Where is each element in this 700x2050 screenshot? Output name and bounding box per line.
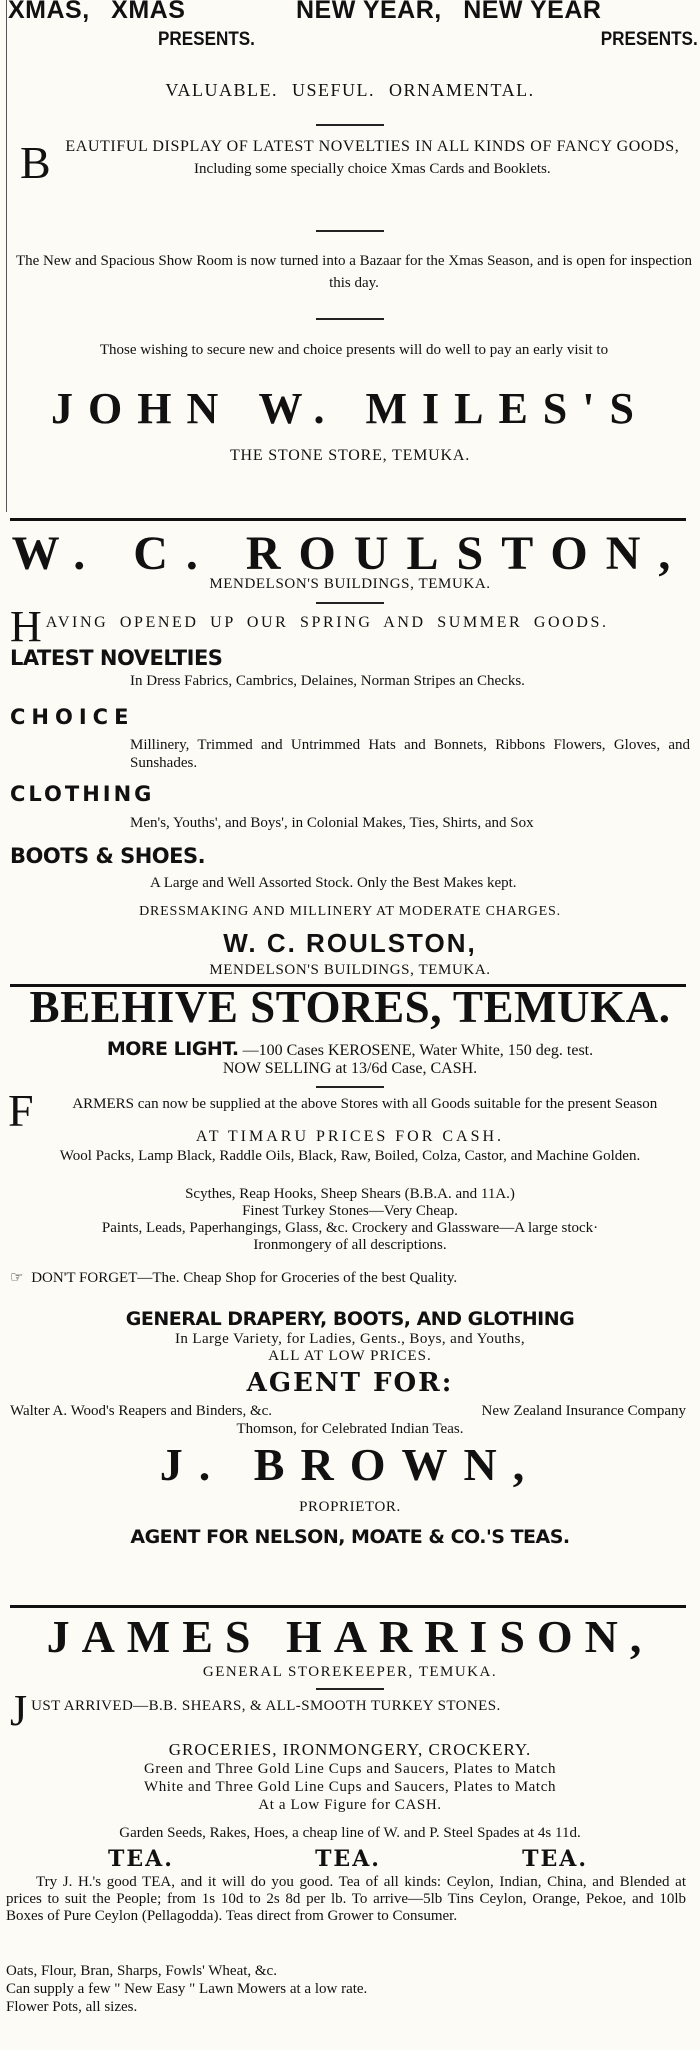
beehive-farmers — [8, 1085, 692, 1136]
tea-label: TEA. — [108, 1846, 174, 1872]
section-head: LATEST NOVELTIES — [10, 646, 223, 670]
miles-tagline: VALUABLE. USEFUL. ORNAMENTAL. — [165, 80, 535, 100]
section-text: Millinery, Trimmed and Untrimmed Hats and Bonnets, Ribbons Flowers, Gloves, and Sunshades. — [130, 737, 690, 771]
oats: Oats, Flour, Bran, Sharps, Fowls' Wheat, &c. — [6, 1963, 277, 1979]
tea-banner — [108, 1846, 588, 1872]
harrison-role: GENERAL STOREKEEPER, TEMUKA. — [202, 1664, 498, 1680]
more-light-sub: NOW SELLING at 13/6d Case, CASH. — [222, 1060, 478, 1077]
lawn-mowers: Can supply a few " New Easy " Lawn Mowers at a low rate. — [6, 1981, 368, 1997]
arrived-text: UST ARRIVED—B.B. SHEARS, & ALL-SMOOTH TURKEY STONES. — [31, 1698, 501, 1714]
rule — [316, 230, 384, 232]
miles-showroom: The New and Spacious Show Room is now turned into a Bazaar for the Xmas Season, and is open for inspection this day. — [15, 253, 693, 291]
opened-heading: AVING OPENED UP OUR SPRING AND SUMMER GOODS. — [45, 614, 609, 631]
dont-forget-text: DON'T FORGET—The. Cheap Shop for Groceries of the best Quality. — [31, 1270, 458, 1286]
rule — [316, 124, 384, 126]
miles-address: THE STONE STORE, TEMUKA. — [229, 447, 471, 464]
flower-pots: Flower Pots, all sizes. — [6, 1999, 138, 2015]
brown-proprietor: PROPRIETOR. — [299, 1499, 401, 1515]
agent-for-heading: AGENT FOR: — [246, 1368, 454, 1398]
harrison-groceries: GROCERIES, IRONMONGERY, CROCKERY. — [168, 1740, 532, 1759]
pointing-hand-icon: ☞ — [10, 1270, 24, 1286]
section-head: CHOICE — [10, 705, 135, 729]
roulston-name: W. C. ROULSTON, — [11, 527, 689, 580]
agent-line-2: Thomson, for Celebrated Indian Teas. — [236, 1421, 464, 1437]
agent-line-1 — [10, 1402, 686, 1420]
beehive-title: BEEHIVE STORES, TEMUKA. — [29, 981, 671, 1032]
section-rule — [10, 518, 686, 521]
more-light-head: MORE LIGHT. — [106, 1038, 239, 1060]
xmas-label-1: XMAS, — [8, 0, 90, 24]
cups-line-2: White and Three Gold Line Cups and Saucers, Plates to Match — [143, 1779, 557, 1795]
wool-packs: Wool Packs, Lamp Black, Raddle Oils, Black, Raw, Boiled, Colza, Castor, and Machine Golden. — [59, 1148, 641, 1164]
roulston-opened — [10, 602, 690, 651]
drop-cap: J — [10, 1686, 28, 1735]
cups-line-1: Green and Three Gold Line Cups and Saucers, Plates to Match — [143, 1761, 557, 1777]
agent-reapers: Walter A. Wood's Reapers and Binders, &c. — [10, 1403, 273, 1419]
roulston-name-repeat: W. C. ROULSTON, — [223, 928, 477, 958]
beehive-light — [0, 1038, 700, 1060]
low-prices: ALL AT LOW PRICES. — [268, 1348, 432, 1364]
dont-forget — [10, 1268, 690, 1287]
miles-header — [8, 0, 698, 60]
rule — [316, 1086, 384, 1088]
drapery-head: GENERAL DRAPERY, BOOTS, AND GLOTHING — [125, 1308, 575, 1330]
presents-label-left: PRESENTS. — [158, 29, 255, 50]
section-head: BOOTS & SHOES. — [10, 844, 206, 868]
paints: Paints, Leads, Paperhangings, Glass, &c. Crockery and Glassware—A large stock· — [101, 1220, 599, 1236]
display-heading: EAUTIFUL DISPLAY OF LATEST NOVELTIES IN ALL KINDS OF FANCY GOODS, — [65, 138, 680, 155]
miles-wishing: Those wishing to secure new and choice presents will do well to pay an early visit to — [99, 342, 609, 358]
more-light-text: —100 Cases KEROSENE, Water White, 150 deg. test. — [242, 1042, 594, 1059]
scythes: Scythes, Reap Hooks, Sheep Shears (B.B.A. and 11A.) — [185, 1186, 515, 1202]
agent-teas: AGENT FOR NELSON, MOATE & CO.'S TEAS. — [130, 1526, 570, 1548]
drop-cap: H — [10, 602, 42, 651]
column-rule-left — [6, 0, 7, 512]
new-year-label-2: NEW YEAR — [463, 0, 602, 24]
section-text: A Large and Well Assorted Stock. Only the Best Makes kept. — [150, 875, 517, 891]
new-year-label-1: NEW YEAR, — [296, 0, 442, 24]
turkey-stones: Finest Turkey Stones—Very Cheap. — [242, 1203, 458, 1219]
agent-insurance: New Zealand Insurance Company — [481, 1403, 686, 1419]
drapery-text: In Large Variety, for Ladies, Gents., Boys, and Youths, — [174, 1331, 525, 1347]
timaru-prices: AT TIMARU PRICES FOR CASH. — [195, 1128, 505, 1145]
garden-seeds: Garden Seeds, Rakes, Hoes, a cheap line of W. and P. Steel Spades at 4s 11d. — [119, 1825, 581, 1841]
presents-label-right: PRESENTS. — [601, 29, 698, 50]
xmas-label-2: XMAS — [111, 0, 186, 24]
roulston-dressmaking: DRESSMAKING AND MILLINERY AT MODERATE CHARGES. — [139, 904, 561, 919]
section-rule — [10, 1605, 686, 1608]
rule — [316, 602, 384, 604]
roulston-address: MENDELSON'S BUILDINGS, TEMUKA. — [209, 576, 491, 592]
brown-name: J. BROWN, — [159, 1439, 541, 1490]
roulston-address-repeat: MENDELSON'S BUILDINGS, TEMUKA. — [209, 962, 491, 978]
miles-name: JOHN W. MILES'S — [51, 384, 649, 433]
ironmongery: Ironmongery of all descriptions. — [253, 1237, 447, 1253]
section-text: In Dress Fabrics, Cambrics, Delaines, Norman Stripes an Checks. — [130, 673, 525, 689]
farmers-text: ARMERS can now be supplied at the above Stores with all Goods suitable for the present Season — [72, 1096, 658, 1112]
miles-display — [10, 137, 700, 188]
tea-label: TEA. — [522, 1846, 588, 1872]
section-text: Men's, Youths', and Boys', in Colonial Makes, Ties, Shirts, and Sox — [130, 815, 534, 831]
drop-cap: B — [20, 137, 51, 188]
tea-text: Try J. H.'s good TEA, and it will do you good. Tea of all kinds: Ceylon, Indian, China, and Blended at prices to suit the People; from 1s 10d to 2s 8d per lb. To arrive—5lb Tins Ceylon, Orange, Pekoe, and 10lb Boxes of Pure Ceylon (Pellagodda). Teas direct from Grower to Consumer. — [6, 1874, 686, 1924]
harrison-name: JAMES HARRISON, — [46, 1611, 654, 1662]
cups-line-3: At a Low Figure for CASH. — [258, 1797, 442, 1813]
section-head: CLOTHING — [10, 782, 155, 806]
drop-cap: F — [8, 1085, 34, 1136]
display-sub: Including some specially choice Xmas Cards and Booklets. — [194, 161, 551, 177]
harrison-arrived — [10, 1686, 690, 1735]
tea-label: TEA. — [315, 1846, 381, 1872]
rule — [316, 318, 384, 320]
